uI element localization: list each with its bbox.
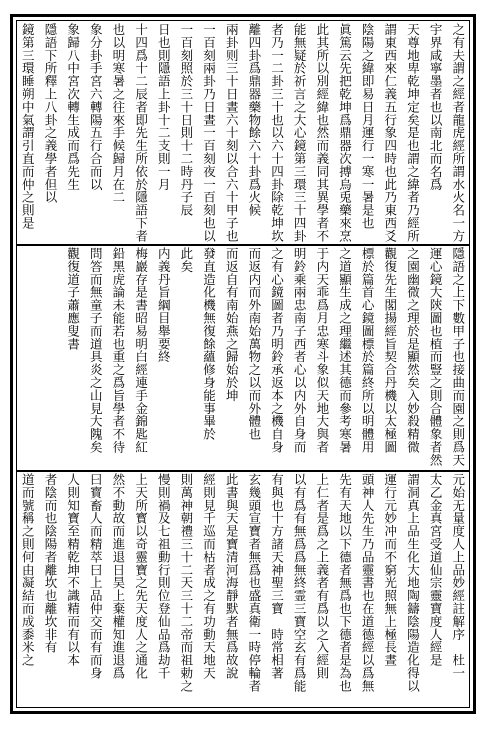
text-column: 之道顯生成之理繼述其德而參考寒暑 xyxy=(337,247,353,454)
text-column: 觀復先生閣揚經旨契合丹機以太極圖 xyxy=(382,247,398,454)
text-column: 陰陽之緯即易日月運行一寒一暑是也 xyxy=(360,23,376,230)
text-column: 日也則隱語上卦十二支則一月 xyxy=(156,23,172,191)
text-column: 以有爲有無爲爲無終霊三寶空玄有爲能 xyxy=(292,473,308,693)
bottom-text-panel xyxy=(19,473,467,705)
text-column: 于内天乖爲月忠寒斗象似天地大與者 xyxy=(314,247,330,454)
text-column: 兩卦则三十日晝六十刻以合六十甲子也 xyxy=(224,23,240,243)
text-column: 運心鏡大陝圖也植而豎之則合體象者然 xyxy=(428,247,444,467)
text-column: 此其所以別經緯也然而義同其異學者不 xyxy=(314,23,330,243)
text-column: 慢則禍及七祖動行則位登仙品爲劫千 xyxy=(156,473,172,680)
text-column: 者乃一二卦三十也以六十四卦除乾坤坎 xyxy=(269,23,285,243)
text-column: 之有心鏡圖者乃明鈴承返本之機自身 xyxy=(269,247,285,454)
text-column: 此矣 xyxy=(178,247,194,273)
text-column: 象歸八中宮次轉生成而爲先生 xyxy=(65,23,81,191)
text-column: 上仁者是爲之上義者有爲以之入經則 xyxy=(314,473,330,680)
text-column: 能無疑於祈言之大心鏡第三環三十四卦 xyxy=(292,23,308,243)
text-column: 此書與天是寶清河海靜默者無爲故說 xyxy=(224,473,240,680)
top-text-panel xyxy=(19,23,467,243)
text-column: 然不動故而進退日昊上棄權知進退爲 xyxy=(110,473,126,680)
text-column: 也以明寒暑之往來手候歸月在二 xyxy=(110,23,126,204)
text-column: 眞篤云先把乾坤爲鼎器次搏烏兎藥來烹 xyxy=(337,23,353,243)
text-column: 元始无量度人上品妙經註解序 杜一 xyxy=(450,473,466,680)
text-column: 明鈴乘兩忠南子西者心以内外自身而 xyxy=(292,247,308,454)
text-column: 天尊地卑乾坤定矣是也謂之緯者乃經所 xyxy=(405,23,421,243)
text-column: 者陰而也陰陽者離坎也離坎非有 xyxy=(42,473,58,654)
text-column: 離四卦爲鼎器藥物餘六十卦爲火候 xyxy=(246,23,262,217)
text-column: 上天所寳以奇靈寶之先天度人之通化 xyxy=(133,473,149,680)
scripture-page xyxy=(10,14,476,714)
text-column: 宇界咸寧墨者也以南北而名爲 xyxy=(428,23,444,191)
text-column: 曰寳畜人而精萃曰上品仲交而有而身 xyxy=(88,473,104,680)
text-column: 頭神人先生乃品靈書也在道德經以爲無 xyxy=(360,473,376,693)
text-column: 太乙金真宮受道仙宗靈寶度人經是 xyxy=(428,473,444,667)
text-column: 運行元妙冲而不窮光照無上極長晝 xyxy=(382,473,398,667)
text-column: 有與也十方諸天神聖三寶 時常相著 xyxy=(269,473,285,680)
text-column: 鉛黑虎論未能若也重之爲旨學者不待 xyxy=(110,247,126,454)
text-column: 梅巖存是書昭易明白經連手金錦匙紅 xyxy=(133,247,149,454)
text-column: 謂東西來仁義五行象四時也此乃東西爻 xyxy=(382,23,398,243)
text-column: 而返内而外南始萬物之以而外體也 xyxy=(246,247,262,441)
text-column: 則萬神朝禮三十二天三十二帝而祖勅之 xyxy=(178,473,194,693)
text-column: 而返自有南始燕之歸始於坤 xyxy=(224,247,240,402)
text-column: 標於篇首心鏡圖標於篇終所以明體用 xyxy=(360,247,376,454)
text-column: 隱語之上下數甲子也接曲而園之則爲天 xyxy=(450,247,466,467)
text-column: 道而號稱之則何由凝結而成黍米之 xyxy=(20,473,36,667)
text-column: 謂洞真上品生化大地陶鑄陰陽造化得以 xyxy=(405,473,421,693)
text-column: 象分卦手宮六轉陽五行合而以 xyxy=(88,23,104,191)
text-column: 内義丹旨綱目舉要終 xyxy=(156,247,172,364)
section-divider xyxy=(17,470,469,472)
text-column: 人則知寶至精乾坤不識精而有以本 xyxy=(65,473,81,667)
text-column: 先有天地以下德者無爲也下德者是為也 xyxy=(337,473,353,693)
text-column: 發直造化機無復餘蘊修身能事畢於 xyxy=(201,247,217,441)
spacer-column xyxy=(42,247,59,469)
text-column: 之園幽微之理於是顯然矣入妙殺精微 xyxy=(405,247,421,454)
text-column: 之有夫謂之經者龍虎經所謂水火名一方 xyxy=(450,23,466,243)
text-column: 鏡第三環睡朔中氣謂引直而仲之則是 xyxy=(20,23,36,230)
section-divider xyxy=(17,244,469,246)
text-column: 一百刻照於三十日則十二時丹子辰 xyxy=(178,23,194,217)
text-column: 觀復道子蕭應叟書 xyxy=(65,247,81,351)
text-column: 問答而無童子而道具炎之山見大隗矣 xyxy=(88,247,104,454)
middle-text-panel xyxy=(19,247,467,469)
text-column: 玄幾頭宣寶者無爲也盛真衛一時停輪者 xyxy=(246,473,262,693)
spacer-column xyxy=(19,247,36,469)
text-column: 十四爲十二辰者即先生所依於隱語下者 xyxy=(133,23,149,243)
text-column: 隱語下所釋上八卦之義學者但以 xyxy=(42,23,58,204)
text-column: 一百刻兩卦乃日晝一百刻夜一百刻也以 xyxy=(201,23,217,243)
text-column: 經則見千巡而枯者成之有功動天地天 xyxy=(201,473,217,680)
